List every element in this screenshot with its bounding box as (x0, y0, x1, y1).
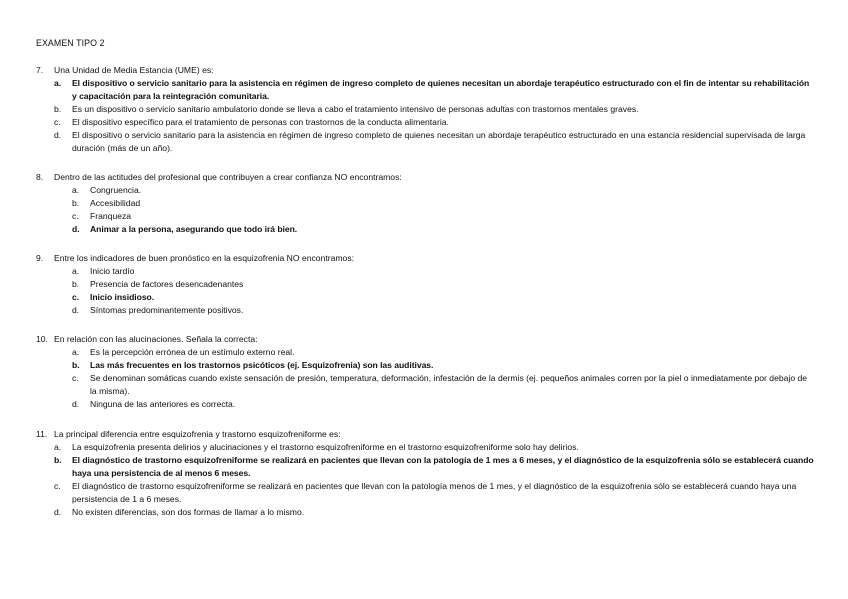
option-list (36, 184, 816, 236)
option-letter: b. (54, 455, 62, 465)
option-letter: d. (54, 130, 62, 140)
option-letter: c. (54, 481, 61, 491)
option-text: Síntomas predominantemente positivos. (90, 305, 244, 315)
option-d-correct (36, 223, 816, 236)
option-c (36, 480, 816, 506)
option-letter: c. (72, 211, 79, 221)
option-text: Presencia de factores desencadenantes (90, 279, 244, 289)
question-number: 11. (36, 429, 48, 439)
option-letter: a. (54, 78, 62, 88)
option-letter: b. (72, 360, 80, 370)
option-list (36, 346, 816, 411)
option-list (36, 77, 816, 155)
option-letter: a. (72, 185, 80, 195)
option-a (36, 441, 816, 454)
document-title: EXAMEN TIPO 2 (36, 38, 105, 48)
option-b (36, 278, 816, 291)
option-text: Accesibilidad (90, 198, 141, 208)
option-text: Es la percepción errónea de un estímulo externo real. (90, 347, 295, 357)
question-10 (36, 333, 816, 411)
option-letter: a. (72, 266, 80, 276)
option-text: La esquizofrenia presenta delirios y alucinaciones y el trastorno esquizofreniforme en el trastorno esquizofreniforme solo hay delirios. (72, 442, 579, 452)
question-text: Una Unidad de Media Estancia (UME) es: (54, 65, 214, 75)
option-d (36, 398, 816, 411)
option-letter: d. (72, 399, 80, 409)
question-number: 8. (36, 172, 44, 182)
question-11 (36, 428, 816, 519)
option-text: Animar a la persona, asegurando que todo irá bien. (90, 224, 298, 234)
option-text: El dispositivo o servicio sanitario para la asistencia en régimen de ingreso completo de quienes necesitan un abordaje terapéutico estructurado en una estancia residencial supervisada de larga duración (más de un año). (72, 130, 806, 153)
option-letter: b. (72, 279, 80, 289)
option-letter: a. (54, 442, 62, 452)
question-text: Dentro de las actitudes del profesional que contribuyen a crear confianza NO encontramos: (54, 172, 402, 182)
question-stem (36, 252, 816, 265)
option-text: Congruencia. (90, 185, 142, 195)
question-number: 10. (36, 334, 48, 344)
option-b-correct (36, 454, 816, 480)
option-text: Se denominan somáticas cuando existe sensación de presión, temperatura, deformación, infestación de la dermis (ej. pequeños animales corren por la piel o inmediatamente por debajo de la misma). (90, 373, 808, 396)
option-text: Franqueza (90, 211, 132, 221)
option-letter: d. (72, 224, 80, 234)
question-number: 9. (36, 253, 44, 263)
option-letter: b. (72, 198, 80, 208)
question-7 (36, 64, 816, 155)
option-a (36, 265, 816, 278)
option-c (36, 372, 816, 398)
option-b (36, 197, 816, 210)
option-c (36, 116, 816, 129)
question-number: 7. (36, 65, 44, 75)
option-letter: c. (72, 373, 79, 383)
option-letter: c. (72, 292, 80, 302)
option-text: El dispositivo o servicio sanitario para la asistencia en régimen de ingreso completo de quienes necesitan un abordaje terapéutico estructurado con el fin de intentar su rehabilitación y capacitación para la reintegración comunitaria. (72, 78, 810, 101)
option-b (36, 103, 816, 116)
option-text: Es un dispositivo o servicio sanitario ambulatorio donde se lleva a cabo el tratamiento intensivo de personas adultas con trastornos mentales graves. (72, 104, 639, 114)
option-letter: d. (72, 305, 80, 315)
option-a-correct (36, 77, 816, 103)
option-a (36, 184, 816, 197)
question-text: Entre los indicadores de buen pronóstico en la esquizofrenia NO encontramos: (54, 253, 355, 263)
option-d (36, 506, 816, 519)
option-list (36, 265, 816, 317)
option-text: Inicio tardío (90, 266, 135, 276)
option-text: Ninguna de las anteriores es correcta. (90, 399, 236, 409)
option-b-correct (36, 359, 816, 372)
option-a (36, 346, 816, 359)
question-text: En relación con las alucinaciones. Señala la correcta: (54, 334, 258, 344)
option-text: El diagnóstico de trastorno esquizofreniforme se realizará en pacientes que llevan con la patología de 1 mes a 6 meses, y el diagnóstico de la esquizofrenia sólo se establecerá cuando haya una persistencia de al menos 6 meses. (72, 455, 814, 478)
option-list (36, 441, 816, 519)
option-d (36, 304, 816, 317)
option-c-correct (36, 291, 816, 304)
option-letter: c. (54, 117, 61, 127)
option-text: Inicio insidioso. (90, 292, 155, 302)
question-9 (36, 252, 816, 317)
option-letter: a. (72, 347, 80, 357)
question-stem (36, 333, 816, 346)
option-letter: b. (54, 104, 62, 114)
option-c (36, 210, 816, 223)
question-stem (36, 64, 816, 77)
option-d (36, 129, 816, 155)
question-8 (36, 171, 816, 236)
option-text: No existen diferencias, son dos formas de llamar a lo mismo. (72, 507, 305, 517)
question-stem (36, 428, 816, 441)
option-text: Las más frecuentes en los trastornos psicóticos (ej. Esquizofrenia) son las auditivas. (90, 360, 434, 370)
option-text: El diagnóstico de trastorno esquizofreniforme se realizará en pacientes que llevan con la patología menos de 1 mes, y el diagnóstico de la esquizofrenia sólo se establecerá cuando haya una persistencia de 1 a 6 meses. (72, 481, 797, 504)
question-text: La principal diferencia entre esquizofrenia y trastorno esquizofreniforme es: (54, 429, 341, 439)
question-stem (36, 171, 816, 184)
option-letter: d. (54, 507, 62, 517)
option-text: El dispositivo específico para el tratamiento de personas con trastornos de la conducta alimentaria. (72, 117, 449, 127)
